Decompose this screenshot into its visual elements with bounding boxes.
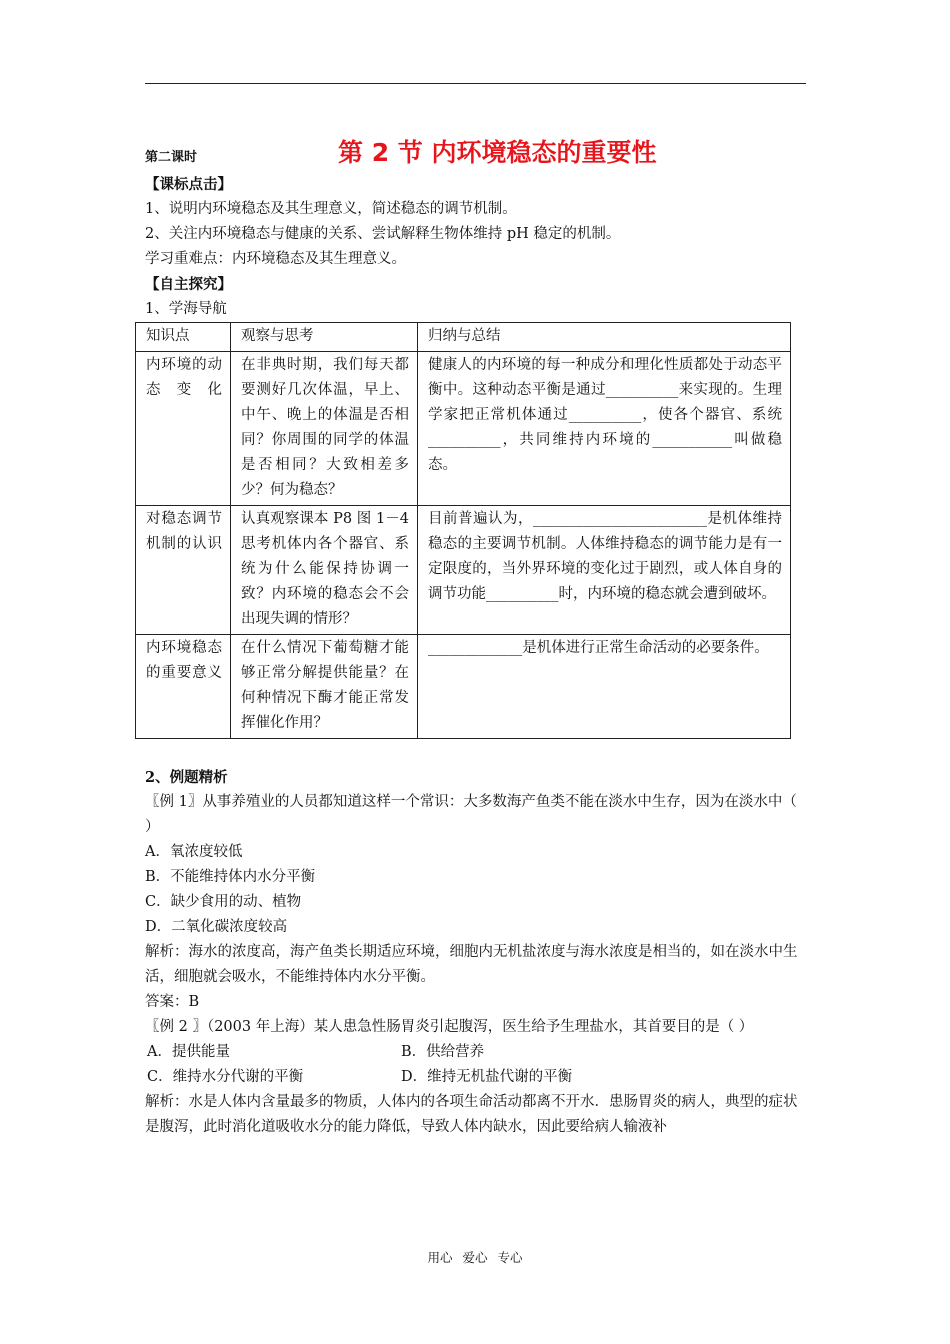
- table-header-cell: 观察与思考: [231, 323, 418, 352]
- table-row: [136, 635, 791, 739]
- table-row: [136, 352, 791, 506]
- explore-subheading: 1、学海导航: [145, 301, 227, 317]
- example-2-option-d: D．维持无机盐代谢的平衡: [401, 1069, 573, 1085]
- standards-item-1: 1、说明内环境稳态及其生理意义，简述稳态的调节机制。: [145, 201, 517, 217]
- page-footer: 用心 爱心 专心: [427, 1250, 523, 1265]
- table-cell-point: 内环境的动态变化: [136, 352, 231, 506]
- table-cell-point: 对稳态调节机制的认识: [136, 506, 231, 635]
- example-1-option-a: A．氧浓度较低: [145, 844, 243, 860]
- page-title: 第 2 节 内环境稳态的重要性: [338, 138, 657, 167]
- table-header-cell: 归纳与总结: [418, 323, 791, 352]
- example-1-question: 〖例 1〗从事养殖业的人员都知道这样一个常识：大多数海产鱼类不能在淡水中生存，因为在淡水中（ ）: [145, 794, 797, 835]
- table-cell-observe: 认真观察课本 P8 图 1－4 思考机体内各个器官、系统为什么能保持协调一致？内环境的稳态会不会出现失调的情形？: [231, 506, 418, 635]
- standards-item-3: 学习重难点：内环境稳态及其生理意义。: [145, 251, 406, 267]
- table-row: [136, 506, 791, 635]
- example-2-option-a: A．提供能量: [147, 1044, 230, 1060]
- table-cell-summary: _____________是机体进行正常生命活动的必要条件。: [418, 635, 791, 739]
- table-cell-observe: 在什么情况下葡萄糖才能够正常分解提供能量？在何种情况下酶才能正常发挥催化作用？: [231, 635, 418, 739]
- table-cell-summary: 目前普遍认为，________________________是机体维持稳态的主要调节机制。人体维持稳态的调节能力是有一定限度的，当外界环境的变化过于剧烈，或人体自身的调节功能__________时，内环境的稳态就会遭到破坏。: [418, 506, 791, 635]
- lesson-label: 第二课时: [145, 150, 198, 165]
- document-body: [145, 172, 807, 1140]
- top-rule: [145, 83, 806, 84]
- example-2-analysis: 解析：水是人体内含量最多的物质，人体内的各项生命活动都离不开水．患肠胃炎的病人，典型的症状是腹泻，此时消化道吸收水分的能力降低，导致人体内缺水，因此要给病人输液补: [145, 1094, 798, 1135]
- table-cell-observe: 在非典时期，我们每天都要测好几次体温，早上、中午、晚上的体温是否相同？你周围的同学的体温是否相同？大致相差多少？何为稳态？: [231, 352, 418, 506]
- table-header-row: [136, 323, 791, 352]
- example-1-analysis: 解析：海水的浓度高，海产鱼类长期适应环境，细胞内无机盐浓度与海水浓度是相当的，如在淡水中生活，细胞就会吸水，不能维持体内水分平衡。: [145, 944, 798, 985]
- standards-heading: 【课标点击】: [145, 176, 232, 193]
- explore-heading: 【自主探究】: [145, 276, 232, 293]
- standards-item-2: 2、关注内环境稳态与健康的关系、尝试解释生物体维持 pH 稳定的机制。: [145, 226, 621, 242]
- example-2-option-b: B．供给营养: [401, 1044, 485, 1060]
- example-2-options-row-1: [145, 1040, 807, 1065]
- example-1-answer: 答案：B: [145, 994, 200, 1010]
- examples-heading: 2、例题精析: [145, 769, 228, 786]
- example-2-options-row-2: [145, 1065, 807, 1090]
- table-cell-summary: 健康人的内环境的每一种成分和理化性质都处于动态平衡中。这种动态平衡是通过__________来实现的。生理学家把正常机体通过__________，使各个器官、系统__________，共同维持内环境的___________叫做稳态。: [418, 352, 791, 506]
- example-1-option-c: C．缺少食用的动、植物: [145, 894, 302, 910]
- example-2-question: 〖例 2 〗（2003 年上海）某人患急性肠胃炎引起腹泻，医生给予生理盐水，其首要目的是（ ）: [145, 1019, 754, 1035]
- example-2-option-c: C．维持水分代谢的平衡: [147, 1069, 304, 1085]
- example-1-option-b: B．不能维持体内水分平衡: [145, 869, 316, 885]
- table-cell-point: 内环境稳态的重要意义: [136, 635, 231, 739]
- study-table: [135, 322, 791, 739]
- table-header-cell: 知识点: [136, 323, 231, 352]
- example-1-option-d: D．二氧化碳浓度较高: [145, 919, 288, 935]
